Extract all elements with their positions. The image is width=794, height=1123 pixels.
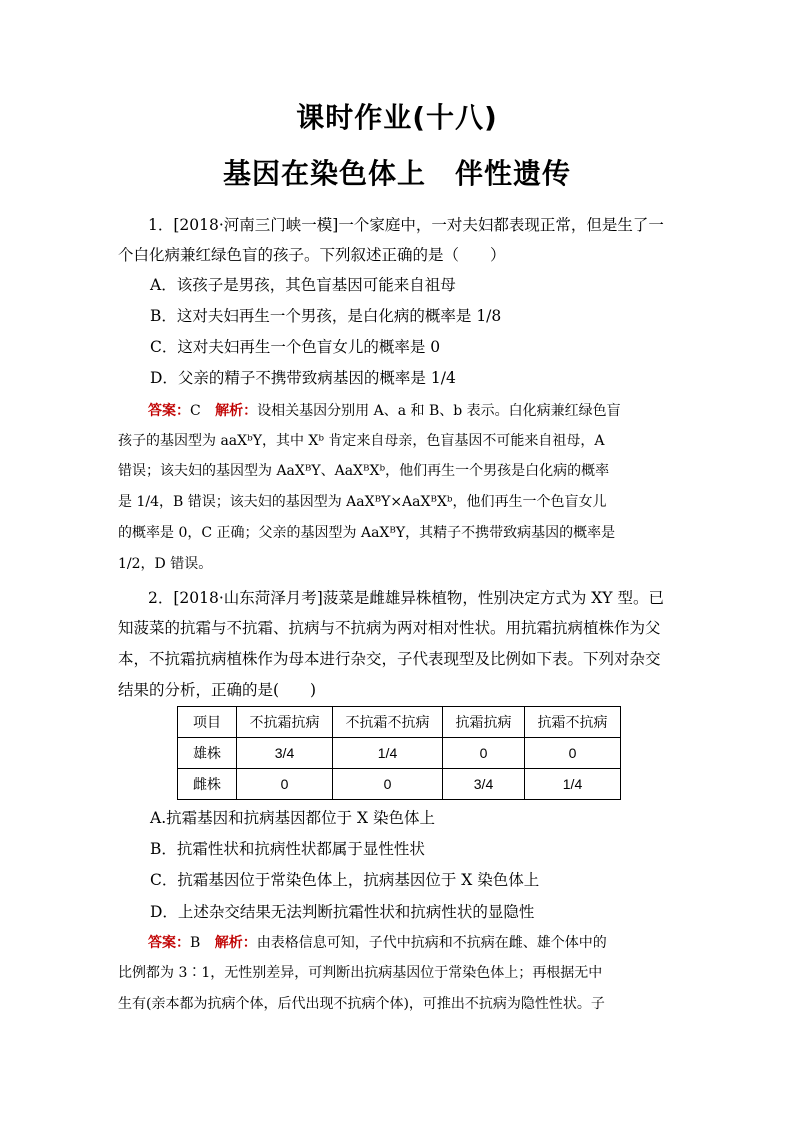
q2-option-c: C．抗霜基因位于常染色体上，抗病基因位于 X 染色体上 bbox=[150, 871, 540, 889]
q2-analysis-line: 生有(亲本都为抗病个体，后代出现不抗病个体)，可推出不抗病为隐性性状。子 bbox=[118, 996, 605, 1012]
q1-analysis-line: 的概率是 0，C 正确；父亲的基因型为 AaXᴮY，其精子不携带致病基因的概率是 bbox=[118, 525, 616, 541]
table-row bbox=[178, 738, 621, 769]
q1-option-a: A．该孩子是男孩，其色盲基因可能来自祖母 bbox=[150, 276, 456, 294]
q1-analysis-line: 错误；该夫妇的基因型为 AaXᴮY、AaXᴮXᵇ，他们再生一个男孩是白化病的概率 bbox=[118, 463, 610, 479]
answer-value: C bbox=[190, 403, 201, 419]
q2-stem-line-3: 本，不抗霜抗病植株作为母本进行杂交，子代表现型及比例如下表。下列对杂交 bbox=[118, 650, 661, 668]
table-header-cell: 抗霜不抗病 bbox=[525, 707, 621, 738]
table-cell: 0 bbox=[443, 738, 525, 769]
table-header-cell: 不抗霜抗病 bbox=[237, 707, 333, 738]
analysis-label: 解析： bbox=[215, 403, 258, 419]
q1-stem-line-1: 1．[2018·河南三门峡一模]一个家庭中，一对夫妇都表现正常，但是生了一 bbox=[148, 216, 664, 234]
table-header-cell: 项目 bbox=[178, 707, 237, 738]
table-cell: 3/4 bbox=[443, 769, 525, 800]
q2-option-d: D．上述杂交结果无法判断抗霜性状和抗病性状的显隐性 bbox=[150, 903, 535, 921]
table-cell: 3/4 bbox=[237, 738, 333, 769]
q1-stem-line-2: 个白化病兼红绿色盲的孩子。下列叙述正确的是（ ） bbox=[118, 246, 506, 264]
answer-label: 答案： bbox=[148, 935, 190, 951]
table-row bbox=[178, 769, 621, 800]
table-cell: 0 bbox=[525, 738, 621, 769]
analysis-label: 解析： bbox=[214, 935, 257, 951]
table-cell: 1/4 bbox=[525, 769, 621, 800]
q1-analysis-line: 1/2，D 错误。 bbox=[118, 556, 213, 572]
q1-analysis-line: 孩子的基因型为 aaXᵇY，其中 Xᵇ 肯定来自母亲，色盲基因不可能来自祖母，A bbox=[118, 433, 605, 449]
analysis-text: 由表格信息可知，子代中抗病和不抗病在雌、雄个体中的 bbox=[256, 935, 607, 951]
results-table bbox=[177, 706, 621, 800]
table-cell: 1/4 bbox=[333, 738, 443, 769]
q2-stem-line-4: 结果的分析，正确的是( ) bbox=[118, 681, 317, 699]
q2-option-b: B．抗霜性状和抗病性状都属于显性性状 bbox=[150, 840, 425, 858]
table-cell: 雄株 bbox=[178, 738, 237, 769]
table-header-cell: 不抗霜不抗病 bbox=[333, 707, 443, 738]
q2-analysis-line: 比例都为 3∶1，无性别差异，可判断出抗病基因位于常染色体上；再根据无中 bbox=[118, 965, 603, 981]
page-subtitle: 基因在染色体上 伴性遗传 bbox=[222, 157, 571, 190]
q2-stem-line-2: 知菠菜的抗霜与不抗霜、抗病与不抗病为两对相对性状。用抗霜抗病植株作为父 bbox=[118, 619, 661, 637]
table-cell: 雌株 bbox=[178, 769, 237, 800]
table-header-row bbox=[178, 707, 621, 738]
q1-option-b: B．这对夫妇再生一个男孩，是白化病的概率是 1/8 bbox=[150, 307, 502, 325]
answer-value: B bbox=[190, 935, 201, 951]
table-cell: 0 bbox=[237, 769, 333, 800]
q2-option-a: A.抗霜基因和抗病基因都位于 X 染色体上 bbox=[150, 809, 436, 827]
table-cell: 0 bbox=[333, 769, 443, 800]
q1-analysis-line: 是 1/4，B 错误；该夫妇的基因型为 AaXᴮY×AaXᴮXᵇ，他们再生一个色盲女儿 bbox=[118, 494, 607, 510]
q1-option-d: D．父亲的精子不携带致病基因的概率是 1/4 bbox=[150, 369, 456, 387]
answer-label: 答案： bbox=[148, 403, 190, 419]
q2-stem-line-1: 2．[2018·山东菏泽月考]菠菜是雌雄异株植物，性别决定方式为 XY 型。已 bbox=[148, 589, 664, 607]
q1-option-c: C．这对夫妇再生一个色盲女儿的概率是 0 bbox=[150, 338, 441, 356]
page-title: 课时作业(十八) bbox=[296, 101, 498, 134]
table-header-cell: 抗霜抗病 bbox=[443, 707, 525, 738]
analysis-text: 设相关基因分别用 A、a 和 B、b 表示。白化病兼红绿色盲 bbox=[257, 403, 621, 419]
q1-answer-line bbox=[148, 400, 708, 420]
q2-answer-line bbox=[148, 932, 708, 952]
